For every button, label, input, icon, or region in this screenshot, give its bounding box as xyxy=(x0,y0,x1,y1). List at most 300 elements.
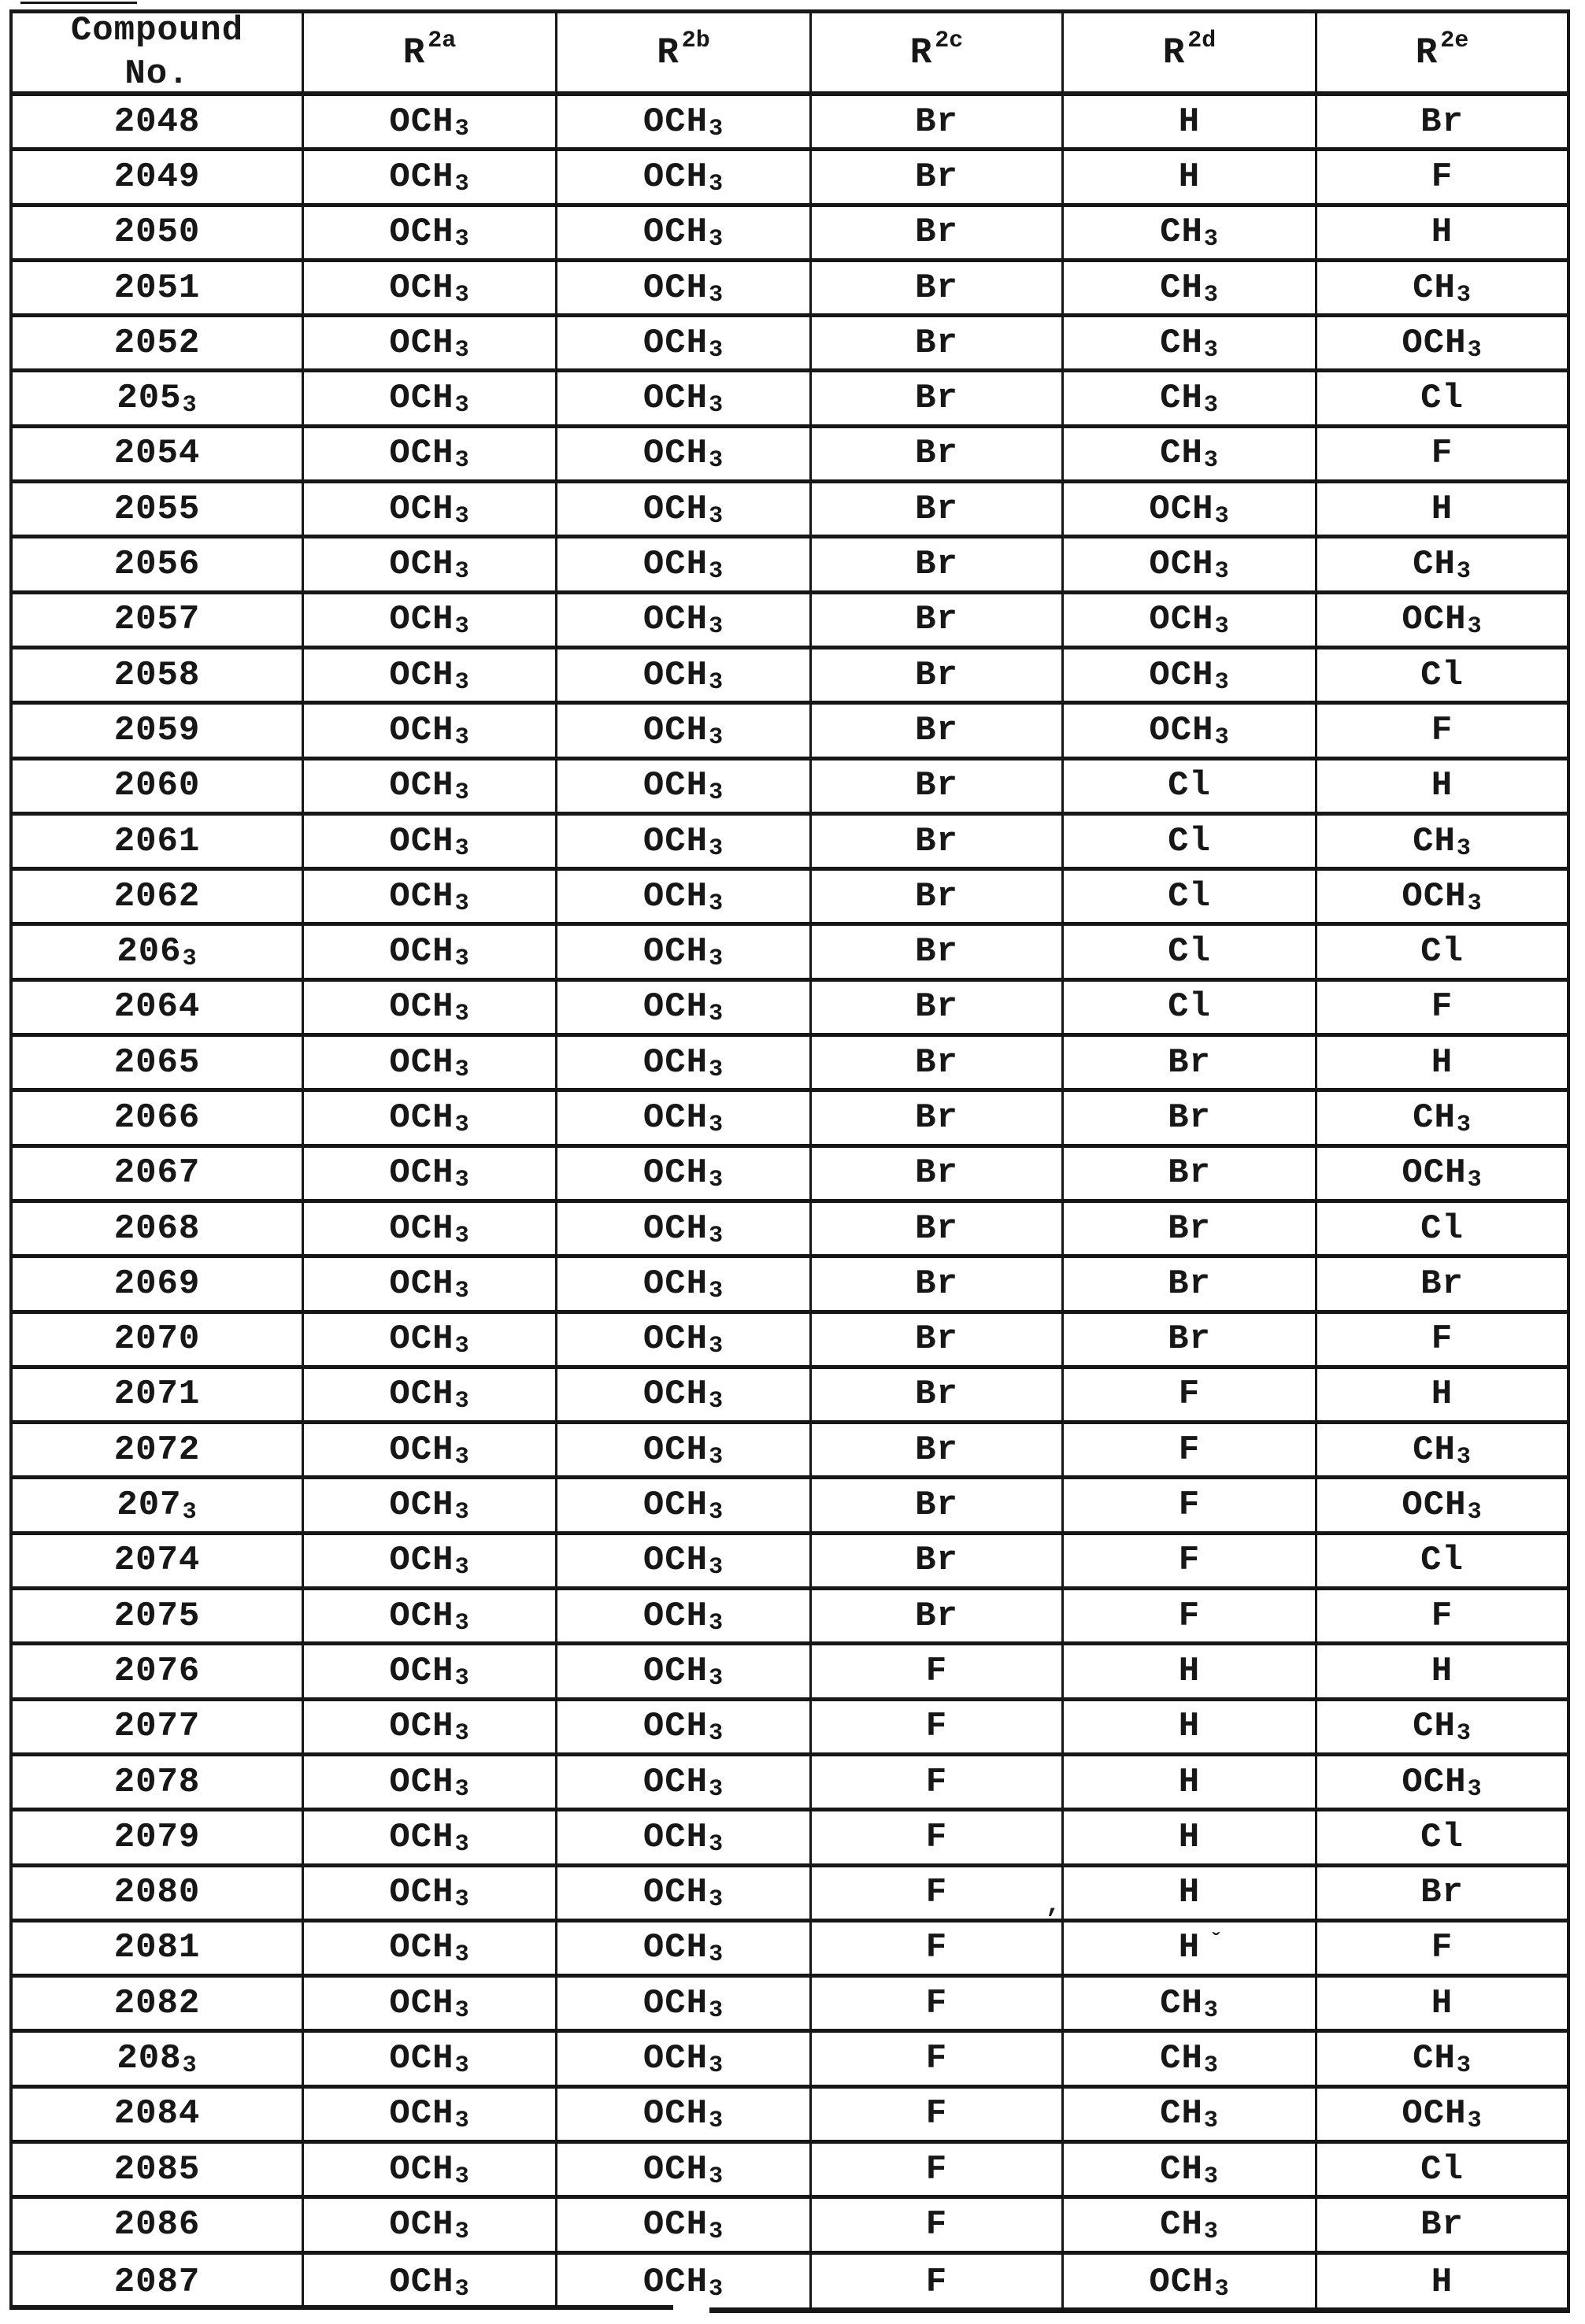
formula-base: OCH xyxy=(389,1707,454,1747)
substituent-cell xyxy=(812,262,1064,317)
substituent-cell xyxy=(1064,207,1317,262)
substituent-cell xyxy=(812,594,1064,649)
substituent-cell xyxy=(1064,483,1317,538)
formula-base: OCH xyxy=(643,1208,709,1249)
substituent-cell xyxy=(812,871,1064,926)
substituent-text: Cl xyxy=(1420,379,1464,419)
substituent-cell xyxy=(557,1701,812,1756)
substituent-cell xyxy=(304,317,557,372)
formula-base: OCH xyxy=(389,1817,454,1857)
compound-table xyxy=(9,9,1570,2310)
compound-no-text: 2074 xyxy=(113,1541,201,1581)
formula-subscript: 3 xyxy=(709,1775,724,1803)
substituent-cell xyxy=(1317,1701,1567,1756)
formula-base: 206 xyxy=(117,932,182,972)
compound-no-cell xyxy=(13,816,304,871)
formula-base: OCH xyxy=(389,1983,454,2023)
formula-base: OCH xyxy=(389,213,454,253)
header-r-superscript: 2a xyxy=(428,28,457,55)
substituent-cell xyxy=(1317,1645,1567,1700)
substituent-cell xyxy=(1317,1867,1567,1922)
substituent-text: Cl xyxy=(1168,766,1211,806)
formula-subscript: 3 xyxy=(709,1222,724,1249)
substituent-cell xyxy=(557,2089,812,2144)
substituent-cell xyxy=(812,1811,1064,1867)
substituent-cell xyxy=(304,926,557,981)
formula-subscript: 3 xyxy=(709,1941,724,1969)
substituent-cell xyxy=(812,2199,1064,2254)
substituent-cell xyxy=(304,1701,557,1756)
formula-base: OCH xyxy=(643,1651,709,1691)
formula-base: CH xyxy=(1413,1707,1456,1747)
compound-no-cell xyxy=(13,1811,304,1867)
formula-base: OCH xyxy=(643,1983,709,2023)
compound-no-cell xyxy=(13,926,304,981)
substituent-cell xyxy=(1064,1479,1317,1534)
compound-no-cell xyxy=(13,2255,304,2310)
compound-no-text: 2059 xyxy=(113,710,201,750)
formula-base: OCH xyxy=(389,2204,454,2244)
compound-no-text: 2062 xyxy=(113,876,201,916)
substituent-cell xyxy=(557,538,812,594)
formula-base: OCH xyxy=(643,434,709,474)
compound-no-text: 2075 xyxy=(113,1596,201,1636)
formula-base: OCH xyxy=(1402,1762,1467,1802)
substituent-cell xyxy=(812,2144,1064,2199)
substituent-cell xyxy=(1064,1922,1317,1978)
substituent-cell xyxy=(1064,1314,1317,1369)
compound-no-cell xyxy=(13,262,304,317)
substituent-cell xyxy=(1317,1258,1567,1313)
formula-subscript: 3 xyxy=(709,890,724,917)
substituent-text: Br xyxy=(915,1097,958,1138)
substituent-text: Br xyxy=(1168,1097,1211,1138)
header-r1 xyxy=(557,13,812,96)
formula-subscript: 3 xyxy=(454,779,470,807)
compound-no-cell xyxy=(13,207,304,262)
formula-base: OCH xyxy=(389,1928,454,1968)
substituent-cell xyxy=(1064,1369,1317,1424)
formula-base: OCH xyxy=(643,1817,709,1857)
substituent-text: Br xyxy=(915,876,958,916)
formula-subscript: 3 xyxy=(709,613,724,641)
substituent-text: F xyxy=(1178,1375,1201,1415)
substituent-text: H xyxy=(1431,489,1454,529)
formula-subscript: 3 xyxy=(454,447,470,475)
substituent-text: F xyxy=(925,2262,948,2302)
substituent-cell xyxy=(304,1258,557,1313)
substituent-cell xyxy=(812,982,1064,1037)
compound-no-cell xyxy=(13,1037,304,1092)
substituent-text: F xyxy=(925,1928,948,1968)
compound-no-text: 2058 xyxy=(113,655,201,695)
substituent-cell xyxy=(812,1590,1064,1645)
substituent-text: Br xyxy=(915,1319,958,1360)
substituent-text: H xyxy=(1178,1928,1201,1968)
compound-no-text: 2071 xyxy=(113,1375,201,1415)
substituent-cell xyxy=(812,1369,1064,1424)
substituent-cell xyxy=(1317,760,1567,816)
substituent-cell xyxy=(304,372,557,427)
compound-no-cell xyxy=(13,1867,304,1922)
formula-base: OCH xyxy=(389,766,454,806)
substituent-cell xyxy=(812,428,1064,483)
substituent-cell xyxy=(1317,1369,1567,1424)
formula-base: CH xyxy=(1160,2094,1203,2134)
formula-subscript: 3 xyxy=(709,502,724,530)
substituent-cell xyxy=(812,760,1064,816)
formula-subscript: 3 xyxy=(454,1388,470,1415)
substituent-cell xyxy=(812,816,1064,871)
formula-subscript: 3 xyxy=(454,281,470,309)
formula-base: OCH xyxy=(389,323,454,363)
substituent-cell xyxy=(1317,1314,1567,1369)
substituent-text: F xyxy=(1431,987,1454,1027)
compound-no-cell xyxy=(13,1590,304,1645)
formula-base: 207 xyxy=(117,1486,182,1526)
substituent-cell xyxy=(557,317,812,372)
formula-subscript: 3 xyxy=(1456,558,1472,586)
substituent-cell xyxy=(557,649,812,705)
substituent-cell xyxy=(1064,1590,1317,1645)
formula-base: 208 xyxy=(117,2039,182,2079)
formula-base: OCH xyxy=(643,323,709,363)
formula-subscript: 3 xyxy=(1214,668,1230,696)
formula-base: OCH xyxy=(643,1264,709,1304)
substituent-cell xyxy=(304,1590,557,1645)
substituent-cell xyxy=(1064,538,1317,594)
substituent-cell xyxy=(304,1978,557,2033)
formula-subscript: 3 xyxy=(709,2052,724,2080)
formula-base: OCH xyxy=(1149,655,1214,695)
substituent-text: F xyxy=(1178,1486,1201,1526)
substituent-cell xyxy=(1064,2144,1317,2199)
substituent-cell xyxy=(1317,594,1567,649)
formula-base: OCH xyxy=(389,1651,454,1691)
formula-base: OCH xyxy=(643,2094,709,2134)
substituent-cell xyxy=(557,871,812,926)
formula-base: OCH xyxy=(389,2262,454,2302)
formula-subscript: 3 xyxy=(709,779,724,807)
formula-base: CH xyxy=(1160,268,1203,308)
substituent-cell xyxy=(812,1258,1064,1313)
formula-base: OCH xyxy=(643,1707,709,1747)
compound-no-text: 2052 xyxy=(113,323,201,363)
substituent-text: Br xyxy=(1420,102,1464,142)
formula-subscript: 3 xyxy=(1203,2108,1219,2135)
substituent-text: H xyxy=(1431,1042,1454,1082)
substituent-cell xyxy=(304,1811,557,1867)
substituent-cell xyxy=(557,428,812,483)
substituent-text: Br xyxy=(915,1264,958,1304)
substituent-cell xyxy=(1317,1590,1567,1645)
substituent-text: F xyxy=(1431,1319,1454,1360)
compound-no-cell xyxy=(13,96,304,151)
substituent-cell xyxy=(1317,151,1567,206)
formula-base: OCH xyxy=(389,1486,454,1526)
formula-subscript: 3 xyxy=(454,1720,470,1748)
compound-no-cell xyxy=(13,428,304,483)
formula-subscript: 3 xyxy=(1203,392,1219,420)
substituent-cell xyxy=(557,2255,812,2310)
formula-base: OCH xyxy=(389,1264,454,1304)
formula-subscript: 3 xyxy=(454,1830,470,1858)
formula-base: OCH xyxy=(643,379,709,419)
formula-base: OCH xyxy=(643,489,709,529)
substituent-text: Br xyxy=(915,1375,958,1415)
formula-base: OCH xyxy=(643,710,709,750)
header-r-base: R xyxy=(1162,31,1186,73)
substituent-cell xyxy=(1064,1258,1317,1313)
formula-subscript: 3 xyxy=(709,1333,724,1360)
header-r-superscript: 2c xyxy=(935,28,964,55)
substituent-text: H xyxy=(1431,1375,1454,1415)
formula-subscript: 3 xyxy=(454,170,470,198)
compound-no-cell xyxy=(13,317,304,372)
substituent-text: F xyxy=(925,2204,948,2244)
formula-base: OCH xyxy=(389,1430,454,1470)
substituent-cell xyxy=(1317,372,1567,427)
substituent-text: H xyxy=(1178,1651,1201,1691)
substituent-text: Br xyxy=(915,987,958,1027)
formula-base: OCH xyxy=(1402,1486,1467,1526)
formula-base: OCH xyxy=(389,1208,454,1249)
formula-subscript: 3 xyxy=(1214,613,1230,641)
substituent-cell xyxy=(1064,1203,1317,1258)
formula-subscript: 3 xyxy=(454,1886,470,1914)
substituent-cell xyxy=(1317,926,1567,981)
formula-subscript: 3 xyxy=(1456,1111,1472,1138)
compound-no-cell xyxy=(13,1701,304,1756)
compound-no-cell xyxy=(13,1148,304,1203)
substituent-text: Br xyxy=(915,1541,958,1581)
substituent-cell xyxy=(812,538,1064,594)
substituent-cell xyxy=(304,1314,557,1369)
substituent-cell xyxy=(304,262,557,317)
substituent-cell xyxy=(812,2255,1064,2310)
substituent-text: F xyxy=(925,2149,948,2189)
formula-base: OCH xyxy=(643,1486,709,1526)
compound-no-text: 2050 xyxy=(113,213,201,253)
substituent-cell xyxy=(1064,1867,1317,1922)
compound-no-cell xyxy=(13,1479,304,1534)
formula-base: OCH xyxy=(1149,710,1214,750)
compound-no-cell xyxy=(13,1535,304,1590)
formula-subscript: 3 xyxy=(709,1277,724,1304)
formula-subscript: 3 xyxy=(454,2108,470,2135)
substituent-cell xyxy=(812,1203,1064,1258)
substituent-cell xyxy=(304,151,557,206)
header-r4 xyxy=(1317,13,1567,96)
substituent-cell xyxy=(557,96,812,151)
substituent-text: F xyxy=(1431,157,1454,197)
scan-artifact-tick-mark: ˇ xyxy=(1209,1930,1223,1955)
substituent-cell xyxy=(812,649,1064,705)
formula-subscript: 3 xyxy=(1203,1996,1219,2024)
substituent-text: H xyxy=(1431,1651,1454,1691)
substituent-cell xyxy=(1317,1922,1567,1978)
compound-no-cell xyxy=(13,2144,304,2199)
substituent-cell xyxy=(1317,317,1567,372)
substituent-cell xyxy=(304,594,557,649)
formula-subscript: 3 xyxy=(454,834,470,862)
formula-base: CH xyxy=(1160,213,1203,253)
substituent-text: Cl xyxy=(1168,821,1211,861)
formula-subscript: 3 xyxy=(709,1167,724,1194)
substituent-cell xyxy=(304,1148,557,1203)
formula-base: OCH xyxy=(1402,323,1467,363)
formula-base: OCH xyxy=(1149,2262,1214,2302)
substituent-cell xyxy=(304,2255,557,2310)
substituent-cell xyxy=(1064,1701,1317,1756)
formula-base: OCH xyxy=(643,157,709,197)
substituent-cell xyxy=(1317,1811,1567,1867)
header-r-base: R xyxy=(657,31,680,73)
formula-subscript: 3 xyxy=(1456,2052,1472,2080)
formula-subscript: 3 xyxy=(1203,2163,1219,2190)
substituent-cell xyxy=(1064,2255,1317,2310)
substituent-cell xyxy=(1064,705,1317,760)
formula-base: OCH xyxy=(389,876,454,916)
compound-no-text: 2066 xyxy=(113,1097,201,1138)
formula-base: OCH xyxy=(643,1873,709,1913)
formula-base: OCH xyxy=(643,102,709,142)
substituent-cell xyxy=(1064,1424,1317,1479)
substituent-cell xyxy=(304,96,557,151)
substituent-cell xyxy=(304,760,557,816)
substituent-text: Br xyxy=(1420,2204,1464,2244)
formula-subscript: 3 xyxy=(1214,723,1230,751)
formula-base: OCH xyxy=(389,1153,454,1193)
scan-artifact-top-line xyxy=(20,2,137,4)
formula-base: OCH xyxy=(643,1430,709,1470)
formula-subscript: 3 xyxy=(709,1499,724,1527)
substituent-cell xyxy=(1317,1424,1567,1479)
substituent-cell xyxy=(557,1369,812,1424)
substituent-cell xyxy=(304,705,557,760)
substituent-cell xyxy=(1064,1092,1317,1147)
substituent-cell xyxy=(557,1092,812,1147)
substituent-cell xyxy=(812,1645,1064,1700)
header-compound-no xyxy=(13,13,304,96)
substituent-cell xyxy=(1064,96,1317,151)
formula-subscript: 3 xyxy=(182,2052,198,2080)
formula-base: OCH xyxy=(389,932,454,972)
formula-base: OCH xyxy=(389,545,454,585)
substituent-cell xyxy=(557,1203,812,1258)
header-r-superscript: 2b xyxy=(681,28,710,55)
formula-subscript: 3 xyxy=(454,946,470,973)
formula-base: OCH xyxy=(1149,489,1214,529)
compound-no-text: 2069 xyxy=(113,1264,201,1304)
substituent-text: Br xyxy=(915,102,958,142)
formula-subscript: 3 xyxy=(454,1996,470,2024)
formula-subscript: 3 xyxy=(1456,1443,1472,1471)
substituent-text: F xyxy=(1431,434,1454,474)
substituent-cell xyxy=(1064,262,1317,317)
substituent-text: Cl xyxy=(1168,876,1211,916)
substituent-cell xyxy=(812,1092,1064,1147)
compound-no-text: 2051 xyxy=(113,268,201,308)
formula-base: OCH xyxy=(389,434,454,474)
substituent-cell xyxy=(557,262,812,317)
substituent-cell xyxy=(812,317,1064,372)
substituent-cell xyxy=(1317,262,1567,317)
substituent-text: Br xyxy=(915,1208,958,1249)
formula-subscript: 3 xyxy=(1467,613,1483,641)
compound-no-cell xyxy=(13,538,304,594)
formula-subscript: 3 xyxy=(454,1664,470,1692)
substituent-text: Br xyxy=(915,1596,958,1636)
substituent-cell xyxy=(304,1203,557,1258)
compound-no-text: 2067 xyxy=(113,1153,201,1193)
substituent-cell xyxy=(1317,871,1567,926)
formula-subscript: 3 xyxy=(1214,2275,1230,2303)
substituent-cell xyxy=(557,1258,812,1313)
formula-subscript: 3 xyxy=(454,1333,470,1360)
substituent-cell xyxy=(557,207,812,262)
formula-base: OCH xyxy=(1402,2094,1467,2134)
compound-no-text: 2087 xyxy=(113,2262,201,2302)
substituent-text: F xyxy=(925,2094,948,2134)
formula-subscript: 3 xyxy=(709,1111,724,1138)
header-r-superscript: 2e xyxy=(1440,28,1469,55)
compound-no-cell xyxy=(13,483,304,538)
formula-subscript: 3 xyxy=(1203,447,1219,475)
formula-base: OCH xyxy=(389,655,454,695)
formula-base: OCH xyxy=(643,1541,709,1581)
substituent-text: Br xyxy=(1168,1153,1211,1193)
formula-base: OCH xyxy=(1402,600,1467,640)
formula-base: CH xyxy=(1413,1430,1456,1470)
substituent-cell xyxy=(304,428,557,483)
substituent-cell xyxy=(1064,2089,1317,2144)
substituent-text: Br xyxy=(915,323,958,363)
substituent-text: F xyxy=(1431,710,1454,750)
substituent-cell xyxy=(1317,649,1567,705)
substituent-cell xyxy=(1064,816,1317,871)
substituent-text: Br xyxy=(915,268,958,308)
substituent-cell xyxy=(557,2033,812,2088)
formula-base: OCH xyxy=(643,932,709,972)
substituent-cell xyxy=(1317,1479,1567,1534)
substituent-cell xyxy=(557,151,812,206)
substituent-text: Br xyxy=(915,379,958,419)
substituent-cell xyxy=(304,1424,557,1479)
formula-subscript: 3 xyxy=(709,1554,724,1582)
substituent-cell xyxy=(1317,2089,1567,2144)
formula-base: OCH xyxy=(389,1541,454,1581)
formula-base: OCH xyxy=(643,655,709,695)
formula-subscript: 3 xyxy=(709,834,724,862)
formula-base: 205 xyxy=(117,379,182,419)
substituent-text: H xyxy=(1431,1983,1454,2023)
substituent-text: Cl xyxy=(1420,1817,1464,1857)
substituent-cell xyxy=(812,1479,1064,1534)
substituent-cell xyxy=(812,1867,1064,1922)
formula-subscript: 3 xyxy=(709,723,724,751)
compound-no-cell xyxy=(13,705,304,760)
substituent-cell xyxy=(1064,760,1317,816)
formula-subscript: 3 xyxy=(1456,281,1472,309)
compound-no-text: 2060 xyxy=(113,766,201,806)
substituent-text: Br xyxy=(915,1430,958,1470)
formula-base: OCH xyxy=(643,545,709,585)
formula-subscript: 3 xyxy=(1214,502,1230,530)
substituent-cell xyxy=(812,2033,1064,2088)
substituent-text: F xyxy=(925,1762,948,1802)
substituent-cell xyxy=(557,1479,812,1534)
